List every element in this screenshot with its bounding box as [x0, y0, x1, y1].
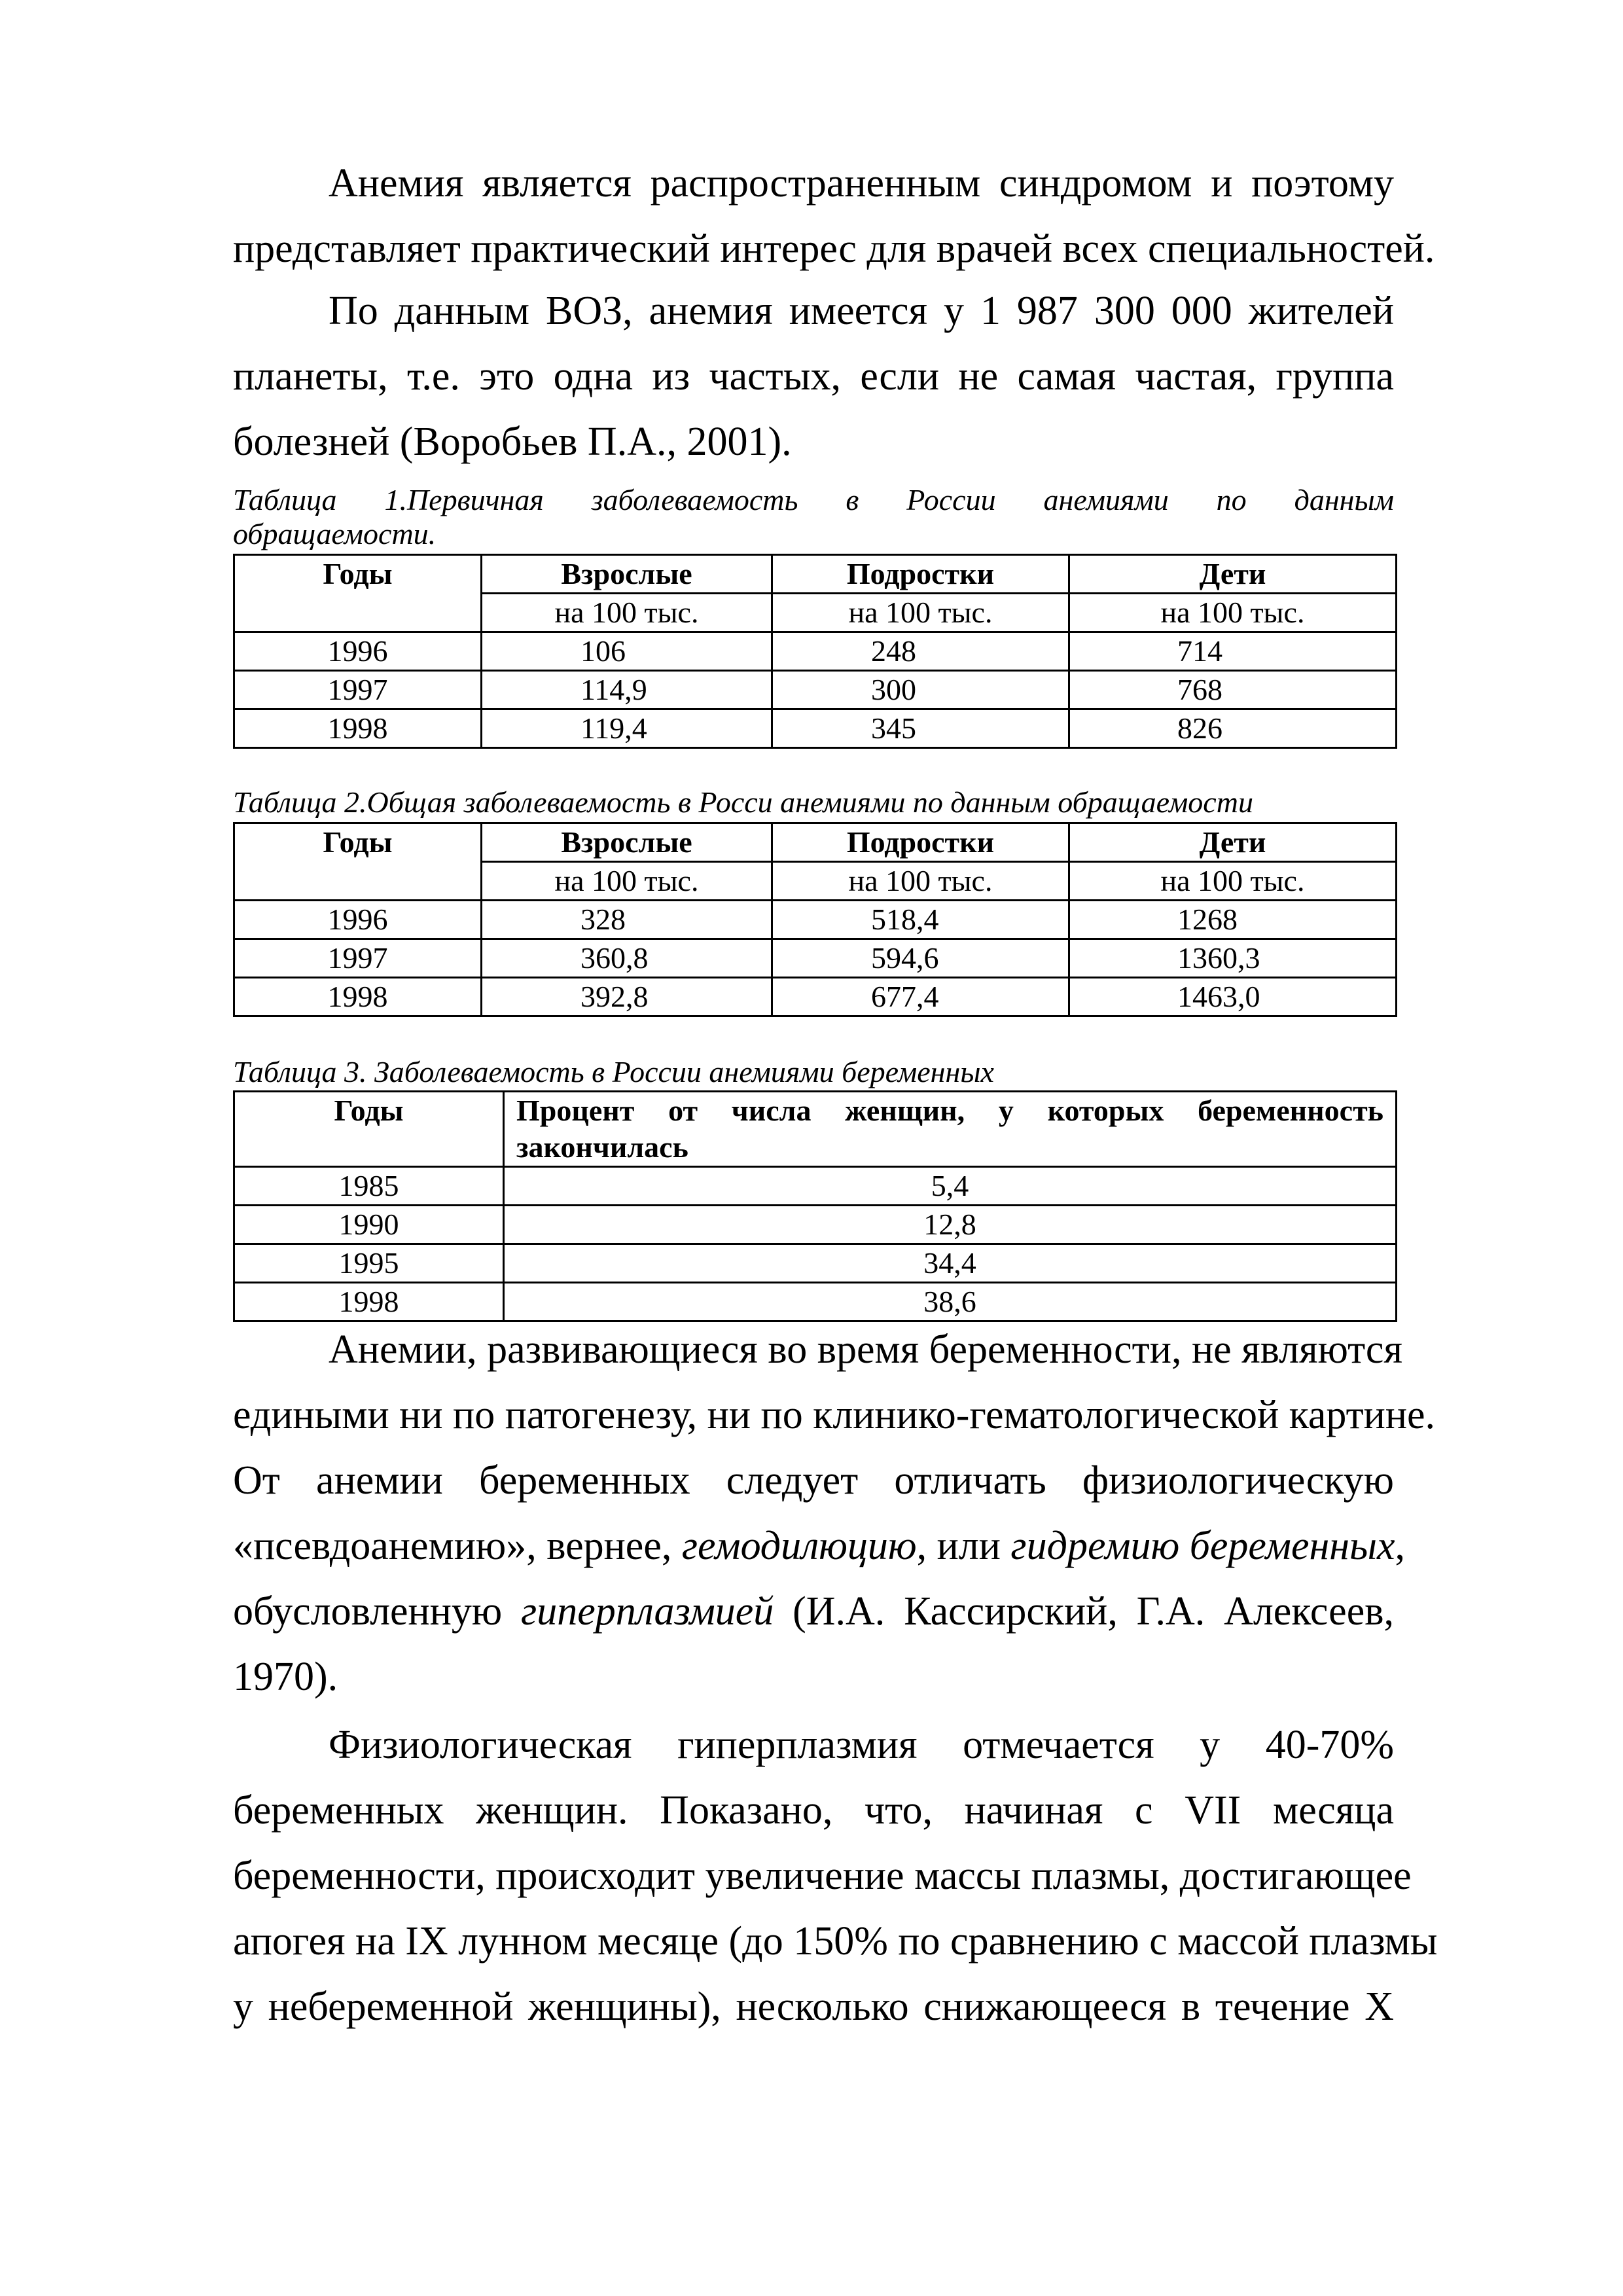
year-cell: 1996: [234, 901, 482, 939]
value-cell: 106: [482, 632, 772, 671]
text-line: По данным ВОЗ, анемия имеется у 1 987 300 000 жителей: [329, 289, 1394, 333]
text-line: [233, 1513, 1406, 1579]
value-cell: 38,6: [504, 1283, 1397, 1321]
year-cell: 1990: [234, 1206, 504, 1244]
header-cell: Взрослые: [482, 555, 772, 594]
text-line: беременных женщин. Показано, что, начиная с VII месяца: [233, 1788, 1394, 1833]
text-run: (И.А. Кассирский, Г.А. Алексеев,: [774, 1589, 1394, 1634]
year-cell: 1985: [234, 1167, 504, 1206]
text-line: Анемии, развивающиеся во время беременности, не являются: [329, 1327, 1402, 1372]
value-cell: 714: [1069, 632, 1397, 671]
table-row: [234, 671, 1397, 709]
table-row: [234, 1244, 1397, 1283]
table-header-row: [234, 1092, 1397, 1167]
year-cell: 1998: [234, 1283, 504, 1321]
table-2: [233, 822, 1397, 1017]
table-units-row: [234, 594, 1397, 632]
value-cell: 248: [772, 632, 1069, 671]
table-row: [234, 632, 1397, 671]
table-1-caption: [233, 483, 1394, 551]
table-row: [234, 1167, 1397, 1206]
table-row: [234, 901, 1397, 939]
units-cell: на 100 тыс.: [482, 862, 772, 901]
value-cell: 12,8: [504, 1206, 1397, 1244]
value-cell: 1463,0: [1069, 978, 1397, 1016]
value-cell: 300: [772, 671, 1069, 709]
caption-line: Таблица 2.Общая заболеваемость в Росси анемиями по данным обращаемости: [233, 785, 1253, 819]
text-line: Физиологическая гиперплазмия отмечается у 40-70%: [329, 1723, 1394, 1767]
value-cell: 5,4: [504, 1167, 1397, 1206]
value-cell: 768: [1069, 671, 1397, 709]
value-cell: 360,8: [482, 939, 772, 978]
year-cell: 1996: [234, 632, 482, 671]
caption-line: обращаемости.: [233, 517, 437, 550]
value-cell: 518,4: [772, 901, 1069, 939]
value-cell: 328: [482, 901, 772, 939]
units-cell: на 100 тыс.: [772, 862, 1069, 901]
text-line: планеты, т.е. это одна из частых, если не самая частая, группа: [233, 354, 1394, 399]
text-line: едиными ни по патогенезу, ни по клинико-гематологической картине.: [233, 1393, 1436, 1437]
table-units-row: [234, 862, 1397, 901]
text-line: Анемия является распространенным синдромом и поэтому: [329, 161, 1394, 206]
emphasis-hyperplasmia: гиперплазмией: [521, 1589, 774, 1634]
value-cell: 392,8: [482, 978, 772, 1016]
year-cell: 1997: [234, 939, 482, 978]
intro-paragraph-1: [233, 151, 1435, 281]
table-row: [234, 978, 1397, 1016]
year-cell: 1998: [234, 978, 482, 1016]
text-line: От анемии беременных следует отличать физиологическую: [233, 1458, 1394, 1503]
header-cell: Подростки: [772, 555, 1069, 594]
caption-line: Таблица 3. Заболеваемость в России анемиями беременных: [233, 1055, 994, 1088]
empty-cell: [234, 862, 482, 901]
header-cell: Годы: [234, 823, 482, 862]
text-line: [233, 1579, 1394, 1644]
table-header-row: [234, 823, 1397, 862]
table-row: [234, 709, 1397, 748]
caption-line: Таблица 1.Первичная заболеваемость в России анемиями по данным: [233, 483, 1394, 516]
header-cell: Годы: [234, 1092, 504, 1167]
table-row: [234, 939, 1397, 978]
header-cell: Подростки: [772, 823, 1069, 862]
header-cell: Дети: [1069, 555, 1397, 594]
text-line: болезней (Воробьев П.А., 2001).: [233, 420, 792, 464]
value-cell: 119,4: [482, 709, 772, 748]
body-paragraph-4: [233, 1712, 1438, 2039]
units-cell: на 100 тыс.: [1069, 594, 1397, 632]
header-cell: Взрослые: [482, 823, 772, 862]
value-cell: 34,4: [504, 1244, 1397, 1283]
text-run: , или: [916, 1524, 1011, 1568]
units-cell: на 100 тыс.: [482, 594, 772, 632]
text-line: представляет практический интерес для врачей всех специальностей.: [233, 226, 1435, 271]
emphasis-hemodilution: гемодилюцию: [681, 1524, 917, 1568]
text-line: у небеременной женщины), несколько снижающееся в течение X: [233, 1984, 1394, 2029]
value-cell: 677,4: [772, 978, 1069, 1016]
units-cell: на 100 тыс.: [772, 594, 1069, 632]
text-line: апогея на IX лунном месяце (до 150% по сравнению с массой плазмы: [233, 1919, 1438, 1964]
year-cell: 1997: [234, 671, 482, 709]
value-cell: 826: [1069, 709, 1397, 748]
intro-paragraph-2: [233, 278, 1394, 475]
text-run: ,: [1395, 1524, 1406, 1568]
table-header-row: [234, 555, 1397, 594]
header-cell: Процент от числа женщин, у которых беременность закончилась: [504, 1092, 1397, 1167]
text-line: 1970).: [233, 1655, 338, 1699]
table-3-caption: [233, 1055, 1394, 1089]
table-row: [234, 1283, 1397, 1321]
value-cell: 1360,3: [1069, 939, 1397, 978]
emphasis-hydremia: гидремию беременных: [1010, 1524, 1395, 1568]
text-line: беременности, происходит увеличение массы плазмы, достигающее: [233, 1854, 1412, 1898]
year-cell: 1998: [234, 709, 482, 748]
table-3: [233, 1090, 1397, 1322]
body-paragraph-3: [233, 1317, 1436, 1710]
value-cell: 1268: [1069, 901, 1397, 939]
year-cell: 1995: [234, 1244, 504, 1283]
header-cell: Дети: [1069, 823, 1397, 862]
value-cell: 594,6: [772, 939, 1069, 978]
units-cell: на 100 тыс.: [1069, 862, 1397, 901]
table-row: [234, 1206, 1397, 1244]
header-cell: Годы: [234, 555, 482, 594]
table-1: [233, 554, 1397, 749]
table-2-caption: [233, 785, 1394, 819]
empty-cell: [234, 594, 482, 632]
text-run: обусловленную: [233, 1589, 522, 1634]
value-cell: 345: [772, 709, 1069, 748]
text-run: «псевдоанемию», вернее,: [233, 1524, 682, 1568]
value-cell: 114,9: [482, 671, 772, 709]
